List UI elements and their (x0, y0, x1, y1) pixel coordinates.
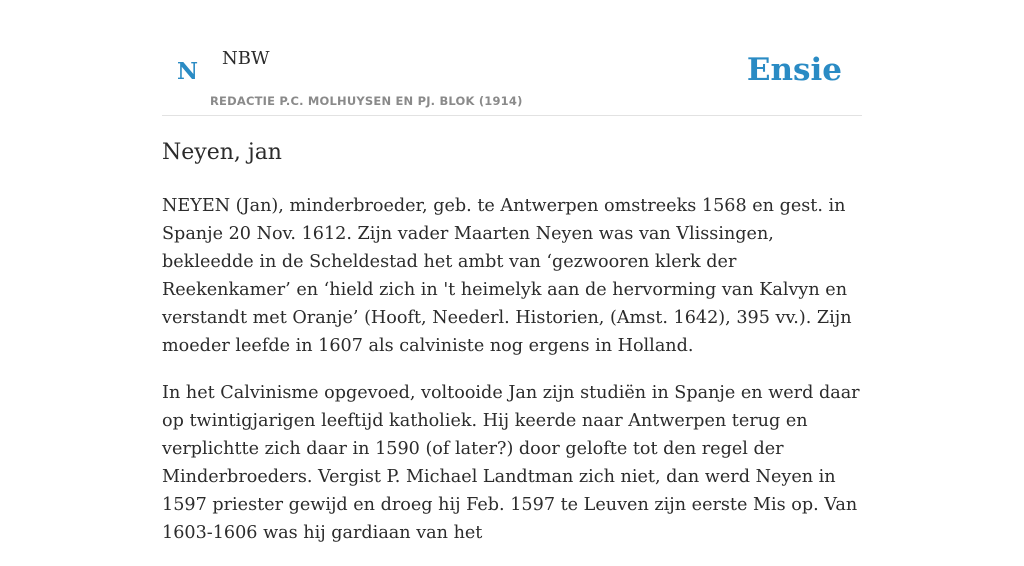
article-paragraph: NEYEN (Jan), minderbroeder, geb. te Antwerpen omstreeks 1568 en gest. in Spanje 20 Nov. 1612. Zijn vader Maarten Neyen was van Vlissingen, bekleedde in de Scheldestad het ambt van ‘gezwooren klerk der Reekenkamer’ en ‘hield zich in 't heimelyk aan de hervorming van Kalvyn en verstandt met Oranje’ (Hooft, Neederl. Historien, (Amst. 1642), 395 vv.). Zijn moeder leefde in 1607 als calviniste nog ergens in Holland. (162, 196, 852, 356)
brand-logo[interactable]: Ensie (746, 52, 842, 88)
article-body (162, 192, 867, 566)
article-paragraph: In het Calvinisme opgevoed, voltooide Jan zijn studiën in Spanje en werd daar op twintigjarigen leeftijd katholiek. Hij keerde naar Antwerpen terug en verplichtte zich daar in 1590 (of later?) door gelofte tot den regel der Minderbroeders. Vergist P. Michael Landtman zich niet, dan werd Neyen in 1597 priester gewijd en droeg hij Feb. 1597 te Leuven zijn eerste Mis op. Van 1603-1606 was hij gardiaan van het (162, 383, 860, 543)
source-header (162, 40, 862, 116)
page-title: Neyen, jan (162, 140, 282, 165)
source-name-link[interactable]: NBW (222, 48, 270, 69)
source-badge: N (177, 58, 199, 85)
source-editors: REDACTIE P.C. MOLHUYSEN EN PJ. BLOK (1914) (210, 94, 523, 108)
